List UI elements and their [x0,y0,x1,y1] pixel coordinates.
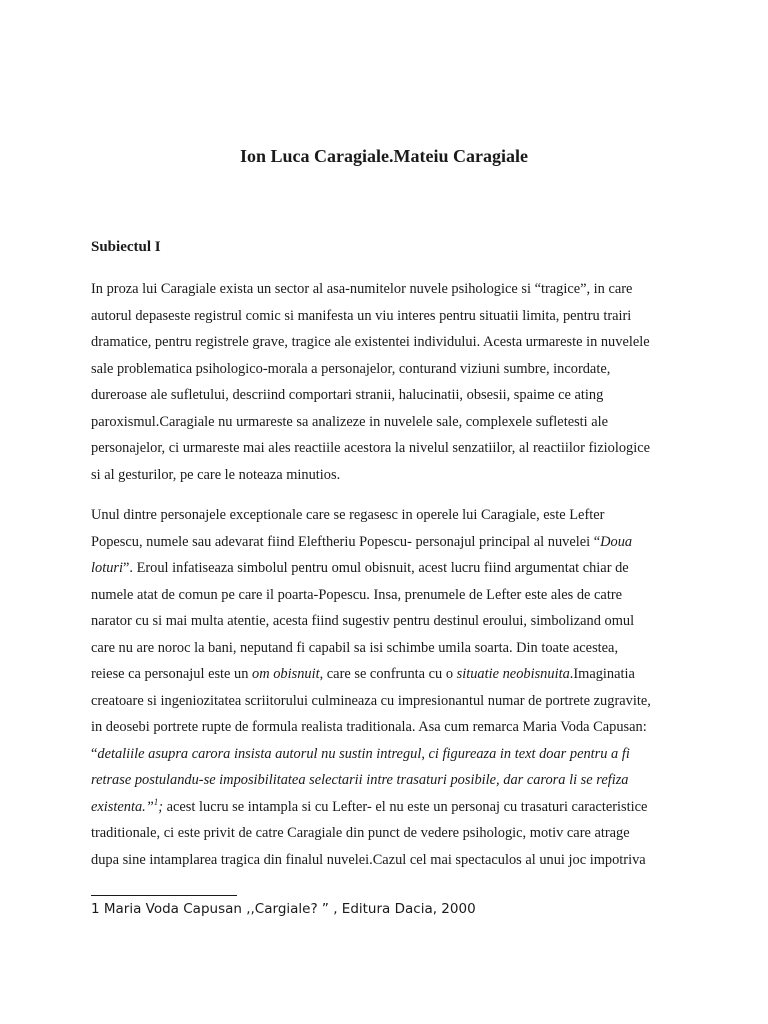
paragraph-line: personajelor, ci urmareste mai ales reactiile acestora la nivelul senzatiilor, al reactiilor fiziologice [91,440,651,456]
text-run: Unul dintre personajele exceptionale care se regasesc in operele lui Caragiale, este Lefter [91,507,605,523]
paragraph-1 [91,276,681,488]
paragraph-line [91,635,681,662]
paragraph-line: si al gesturilor, pe care le noteaza minutios. [91,466,341,483]
paragraph-line [91,794,681,821]
text-run: traditionale, ci este privit de catre Caragiale din punct de vedere psihologic, motiv care atrage [91,825,630,841]
paragraph-line: autorul depaseste registrul comic si manifesta un viu interes pentru situatii limita, pentru trairi [91,307,632,324]
footnote-separator [91,895,237,896]
document-title: Ion Luca Caragiale.Mateiu Caragiale [240,146,528,166]
italic-run: existenta.” [91,798,154,815]
paragraph-line: In proza lui Caragiale exista un sector al asa-numitelor nuvele psihologice si “tragice”, in care [91,281,633,297]
text-run: care nu are noroc la bani, neputand fi capabil sa isi schimbe umila soarta. Din toate acestea, [91,639,619,656]
text-run: in deosebi portrete rupte de formula realista traditionala. Asa cum remarca Maria Voda Capusan: [91,719,647,735]
paragraph-line [91,555,681,582]
paragraph-line: paroxismul.Caragiale nu urmareste sa analizeze in nuvelele sale, complexele sufletesti ale [91,413,609,430]
paragraph-line [91,820,681,847]
paragraph-line [91,582,681,609]
italic-run: Doua [600,533,633,550]
paragraph-line: sale problematica psihologico-morala a personajelor, conturand viziuni sumbre, incordate, [91,360,611,377]
text-run: creatoare si ingeniozitatea scriitorului culmineaza cu impresionantul numar de portrete zugravite, [91,692,651,709]
footnote: 1 Maria Voda Capusan ,,Cargiale? ” , Editura Dacia, 2000 [91,901,476,917]
paragraph-line: dureroase ale sufletului, descriind comportari stranii, halucinatii, obsesii, spaime ce ating [91,387,604,403]
italic-run: situatie neobisnuita [456,666,570,682]
italic-run: loturi [91,560,123,576]
text-run: .Imaginatia [569,666,635,682]
paragraph-line [91,847,681,874]
paragraph-line [91,741,681,768]
text-run: reiese ca personajul este un [91,666,253,682]
text-run: acest lucru se intampla si cu Lefter- el nu este un personaj cu trasaturi caracteristice [163,798,648,815]
italic-run: om obisnuit [252,666,320,682]
italic-run: retrase postulandu-se imposibilitatea selectarii intre trasaturi posibile, dar carora li se refiza [91,772,629,788]
paragraph-line [91,661,681,688]
paragraph-line [91,529,681,556]
text-run: , care se confrunta cu o [319,666,457,682]
text-run: ”. Eroul infatiseaza simbolul pentru omul obisnuit, acest lucru fiind argumentat chiar de [123,560,629,576]
paragraph-2 [91,502,681,873]
section-heading: Subiectul I [91,239,161,255]
paragraph-line [91,688,681,715]
text-run: “ [91,745,98,762]
paragraph-line [91,714,681,741]
text-run: Popescu, numele sau adevarat fiind Eleftheriu Popescu- personajul principal al nuvelei “ [91,533,601,550]
text-run: narator cu si mai multa atentie, acesta fiind sugestiv pentru destinul eroului, simbolizand omul [91,613,635,629]
text-run: numele atat de comun pe care il poarta-Popescu. Insa, prenumele de Lefter este ales de catre [91,586,622,603]
footnote-number: 1 [153,796,159,807]
paragraph-line [91,767,681,794]
paragraph-line: dramatice, pentru registrele grave, tragice ale existentei individului. Acesta urmareste in nuvelele [91,334,650,350]
paragraph-line [91,608,681,635]
paragraph-line [91,502,681,529]
italic-run: detaliile asupra carora insista autorul nu sustin intregul, ci figureaza in text doar pentru a fi [97,745,630,762]
text-run: dupa sine intamplarea tragica din finalul nuvelei.Cazul cel mai spectaculos al unui joc impotriva [91,851,646,868]
italic-run: ; [158,798,164,815]
